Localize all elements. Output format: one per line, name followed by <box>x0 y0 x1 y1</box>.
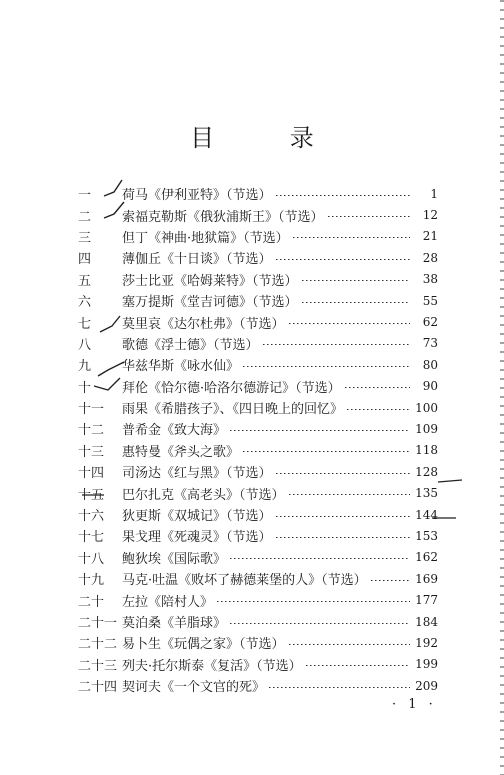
toc-entry-title: 狄更斯《双城记》（节选） <box>122 509 272 525</box>
toc-page-number: 62 <box>422 315 438 330</box>
toc-chapter-number: 三 <box>78 230 92 246</box>
toc-entry-title: 契诃夫《一个文官的死》 <box>122 680 266 696</box>
toc-page-number: 184 <box>415 614 438 629</box>
toc-page-number: 162 <box>415 550 438 565</box>
toc-page-number: 73 <box>422 336 438 351</box>
toc-chapter-number: 二十三 <box>78 658 118 674</box>
toc-row <box>78 333 438 354</box>
toc-chapter-number: 二十 <box>78 594 105 610</box>
toc-page-number: 128 <box>415 464 438 479</box>
toc-entry-title: 马克·吐温《败坏了赫德莱堡的人》（节选） <box>122 573 367 589</box>
toc-chapter-number: 六 <box>78 295 92 311</box>
toc-dot-leader <box>276 537 410 538</box>
toc-entry-title: 易卜生《玩偶之家》（节选） <box>122 637 285 653</box>
toc-entry-title: 司汤达《红与黑》（节选） <box>122 466 272 482</box>
toc-page-number: 169 <box>415 571 438 586</box>
toc-row <box>78 269 438 290</box>
toc-chapter-number: 十二 <box>78 423 105 439</box>
toc-row <box>78 632 438 653</box>
page-title: 目 录 <box>190 124 348 152</box>
toc-chapter-number: 七 <box>78 316 92 332</box>
toc-row <box>78 504 438 525</box>
toc-entry-title: 拜伦《恰尔德·哈洛尔德游记》（节选） <box>122 380 341 396</box>
page-edge-marks <box>500 0 504 775</box>
toc-row <box>78 397 438 418</box>
toc-chapter-number: 二十四 <box>78 680 118 696</box>
toc-dot-leader <box>230 430 410 431</box>
toc-row <box>78 547 438 568</box>
toc-page-number: 144 <box>415 507 438 522</box>
toc-entry-title: 索福克勒斯《俄狄浦斯王》（节选） <box>122 209 324 225</box>
toc-chapter-number: 一 <box>78 188 92 204</box>
toc-dot-leader <box>328 216 410 217</box>
toc-row <box>78 611 438 632</box>
toc-entry-title: 雨果《希腊孩子》、《四日晚上的回忆》 <box>122 402 344 418</box>
toc-chapter-number: 十四 <box>78 466 105 482</box>
toc-row <box>78 247 438 268</box>
toc-page-number: 21 <box>422 229 438 244</box>
toc-chapter-number: 二十二 <box>78 637 118 653</box>
toc-chapter-number: 十一 <box>78 402 105 418</box>
toc-row <box>78 589 438 610</box>
toc-page-number: 55 <box>422 293 438 308</box>
toc-entry-title: 巴尔扎克《高老头》（节选） <box>122 487 285 503</box>
toc-row <box>78 440 438 461</box>
toc-chapter-number: 十 <box>78 380 92 396</box>
toc-dot-leader <box>345 387 410 388</box>
toc-entry-title: 鲍狄埃《国际歌》 <box>122 551 227 567</box>
toc-row <box>78 204 438 225</box>
toc-page-number: 28 <box>422 250 438 265</box>
toc-dot-leader <box>302 302 410 303</box>
toc-row <box>78 654 438 675</box>
toc-page-number: 109 <box>415 421 438 436</box>
toc-dot-leader <box>289 494 410 495</box>
toc-entry-title: 但丁《神曲·地狱篇》（节选） <box>122 230 289 246</box>
toc-entry-title: 华兹华斯《咏水仙》 <box>122 359 240 375</box>
toc-chapter-number: 五 <box>78 273 92 289</box>
toc-entry-title: 普希金《致大海》 <box>122 423 227 439</box>
toc-row <box>78 226 438 247</box>
toc-row <box>78 290 438 311</box>
toc-page-number: 209 <box>415 678 438 693</box>
toc-dot-leader <box>269 687 410 688</box>
toc-dot-leader <box>230 558 410 559</box>
toc-row <box>78 461 438 482</box>
toc-dot-leader <box>243 366 410 367</box>
toc-dot-leader <box>263 344 410 345</box>
toc-entry-title: 莎士比亚《哈姆莱特》（节选） <box>122 273 298 289</box>
toc-page-number: 153 <box>415 528 438 543</box>
toc-chapter-number: 十五 <box>78 487 105 503</box>
toc-entry-title: 莫泊桑《羊脂球》 <box>122 616 227 631</box>
toc-page-number: 177 <box>415 593 438 608</box>
toc-dot-leader <box>347 409 410 410</box>
toc-page-number: 80 <box>422 357 438 372</box>
toc-row <box>78 418 438 439</box>
toc-page-number: 90 <box>422 379 438 394</box>
toc-chapter-number: 十六 <box>78 509 105 525</box>
toc-page-number: 38 <box>422 272 438 287</box>
toc-entry-title: 果戈理《死魂灵》（节选） <box>122 530 272 546</box>
toc-row <box>78 311 438 332</box>
toc-page-number: 199 <box>415 657 438 672</box>
toc-page-number: 1 <box>430 186 438 201</box>
toc-row <box>78 183 438 204</box>
toc-row <box>78 354 438 375</box>
toc-dot-leader <box>276 195 410 196</box>
toc-dot-leader <box>230 623 410 624</box>
toc-dot-leader <box>302 280 410 281</box>
toc-dot-leader <box>293 237 410 238</box>
toc-dot-leader <box>289 323 410 324</box>
toc-entry-title: 左拉《陪村人》 <box>122 594 214 610</box>
toc-entry-title: 莫里哀《达尔杜弗》（节选） <box>122 316 285 332</box>
toc-page-number: 118 <box>415 443 438 458</box>
toc-entry-title: 塞万提斯《堂吉诃德》（节选） <box>122 295 298 311</box>
toc-dot-leader <box>276 473 410 474</box>
table-of-contents <box>78 183 438 696</box>
toc-entry-title: 薄伽丘《十日谈》（节选） <box>122 252 272 268</box>
toc-dot-leader <box>289 644 410 645</box>
toc-entry-title: 歌德《浮士德》（节选） <box>122 337 259 353</box>
toc-dot-leader <box>243 451 410 452</box>
toc-row <box>78 675 438 696</box>
toc-chapter-number: 八 <box>78 337 92 353</box>
toc-chapter-number: 十三 <box>78 444 105 460</box>
toc-dot-leader <box>276 516 410 517</box>
toc-entry-title: 惠特曼《斧头之歌》 <box>122 444 240 460</box>
toc-page-number: 135 <box>415 486 438 501</box>
toc-chapter-number: 二十一 <box>78 616 118 631</box>
toc-entry-title: 列夫·托尔斯泰《复活》（节选） <box>122 658 302 674</box>
toc-chapter-number: 十八 <box>78 551 105 567</box>
toc-dot-leader <box>371 580 410 581</box>
toc-page-number: 100 <box>415 400 438 415</box>
toc-dot-leader <box>306 665 410 666</box>
toc-dot-leader <box>217 601 410 602</box>
toc-row <box>78 568 438 589</box>
toc-chapter-number: 二 <box>78 209 92 225</box>
toc-row <box>78 482 438 503</box>
toc-dot-leader <box>276 259 410 260</box>
toc-row <box>78 525 438 546</box>
toc-page-number: 192 <box>415 635 438 650</box>
page-number: · 1 · <box>392 697 437 712</box>
toc-chapter-number: 十七 <box>78 530 105 546</box>
toc-chapter-number: 九 <box>78 359 92 375</box>
toc-chapter-number: 十九 <box>78 573 105 589</box>
toc-page-number: 12 <box>422 208 438 223</box>
toc-chapter-number: 四 <box>78 252 92 268</box>
pencil-underline <box>438 480 462 482</box>
toc-entry-title: 荷马《伊利亚特》（节选） <box>122 188 272 204</box>
toc-row <box>78 376 438 397</box>
